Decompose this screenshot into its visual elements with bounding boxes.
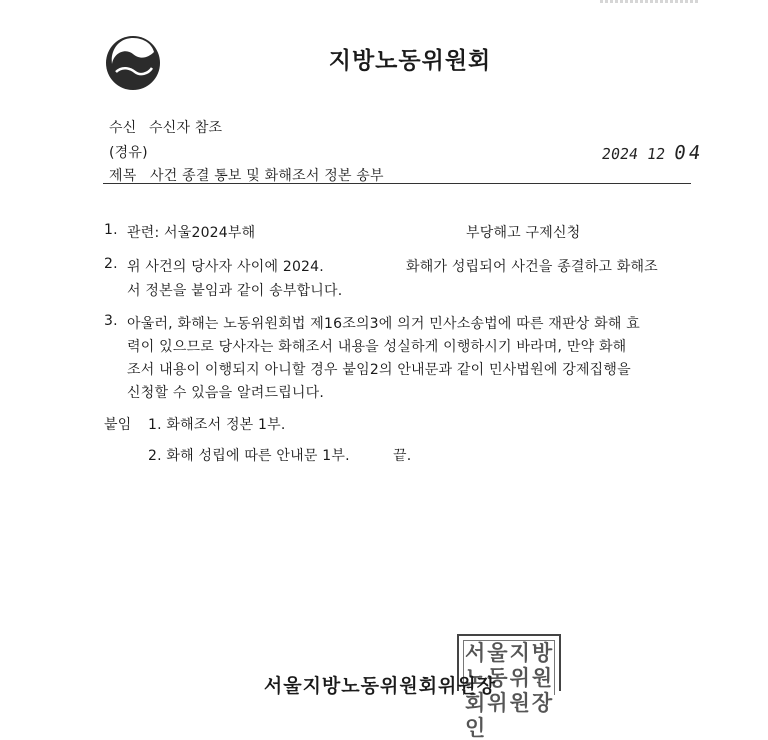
recipient-value: 수신자 참조 — [149, 120, 223, 136]
item3-line1: 아울러, 화해는 노동위원회법 제16조의3에 의거 민사소송법에 따른 재판상 화해 효 — [127, 316, 640, 332]
item2-line2: 서 정본을 붙임과 같이 송부합니다. — [127, 283, 343, 299]
subject-value: 사건 종결 통보 및 화해조서 정본 송부 — [150, 168, 384, 184]
attachments-label: 붙임 — [104, 417, 132, 433]
attachment-item-2: 2. 화해 성립에 따른 안내문 1부. — [148, 448, 350, 464]
date-month: 12 — [645, 145, 667, 163]
item1-number: 1. — [104, 222, 118, 238]
item3-line2: 력이 있으므로 당사자는 화해조서 내용을 성실하게 이행하시기 바라며, 만약 화해 — [127, 339, 627, 355]
document-date — [600, 142, 704, 164]
item2-line1-end: 화해가 성립되어 사건을 종결하고 화해조 — [406, 259, 658, 275]
header-divider — [103, 183, 691, 184]
scan-artifact — [600, 0, 700, 3]
item3-number: 3. — [104, 313, 118, 329]
date-year: 2024 — [600, 145, 640, 163]
item2-line1-start: 위 사건의 당사자 사이에 2024. — [127, 259, 324, 275]
page-title: 지방노동위원회 — [328, 48, 492, 74]
item3-line3: 조서 내용이 이행되지 아니할 경우 붙임2의 안내문과 같이 민사법원에 강제집행을 — [127, 362, 631, 378]
via-label: (경유) — [109, 145, 148, 161]
signatory-name: 서울지방노동위원회위원장 — [263, 675, 497, 697]
item3-line4: 신청할 수 있음을 알려드립니다. — [127, 385, 325, 401]
end-mark: 끝. — [393, 448, 412, 464]
item1-prefix: 관련: 서울2024부해 — [127, 225, 256, 241]
seal-text: 서울지방노동위원회위원장인 — [465, 640, 555, 740]
date-day: 04 — [672, 142, 705, 164]
item1-suffix: 부당해고 구제신청 — [466, 225, 581, 241]
recipient-label: 수신 — [109, 120, 137, 136]
subject-label: 제목 — [109, 168, 137, 184]
item2-number: 2. — [104, 256, 118, 272]
attachment-item-1: 1. 화해조서 정본 1부. — [148, 417, 286, 433]
